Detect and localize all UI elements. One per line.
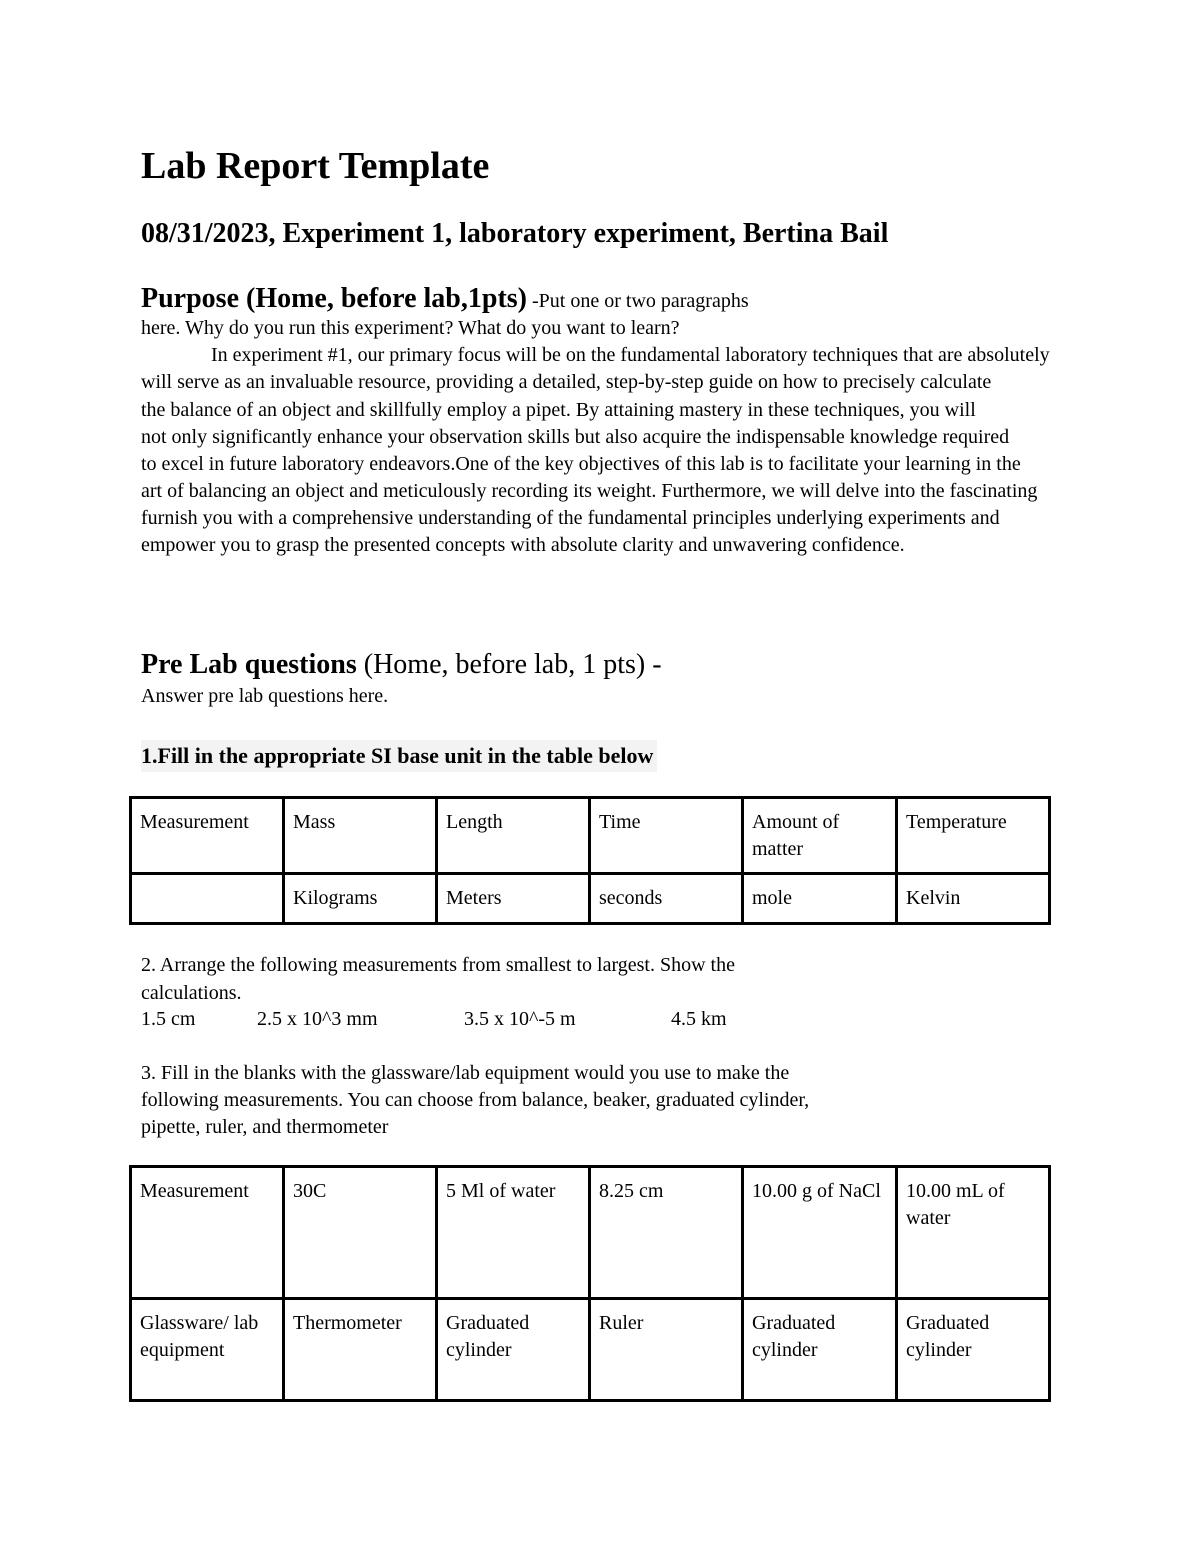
document-subtitle: 08/31/2023, Experiment 1, laboratory experiment, Bertina Bail (141, 218, 889, 249)
table-header-cell: 10.00 mL of water (897, 1167, 1050, 1299)
purpose-paragraph-line: will serve as an invaluable resource, providing a detailed, step-by-step guide on how to precisely calculate (141, 371, 992, 393)
table-header-cell: 10.00 g of NaCl (743, 1167, 897, 1299)
table-cell: Graduated cylinder (897, 1299, 1050, 1401)
purpose-instruction-line2: here. Why do you run this experiment? What do you want to learn? (141, 317, 680, 339)
measurement-item: 1.5 cm (141, 1008, 196, 1030)
table-cell: mole (743, 874, 897, 924)
table-cell: Kilograms (284, 874, 437, 924)
question3-line2: following measurements. You can choose from balance, beaker, graduated cylinder, (141, 1089, 810, 1111)
purpose-paragraph-line: not only significantly enhance your observation skills but also acquire the indispensable knowledge required (141, 426, 1010, 448)
table-header-cell: Mass (284, 798, 437, 874)
purpose-heading: Purpose (Home, before lab,1pts) (141, 283, 527, 314)
table-cell: Graduated cylinder (743, 1299, 897, 1401)
table-header-cell: 8.25 cm (590, 1167, 743, 1299)
table-row (131, 1299, 1050, 1401)
table-header-cell: 30C (284, 1167, 437, 1299)
table-cell: Glassware/ lab equipment (131, 1299, 284, 1401)
purpose-paragraph-line: furnish you with a comprehensive understanding of the fundamental principles underlying experiments and (141, 507, 1000, 529)
question1-text: 1.Fill in the appropriate SI base unit in the table below (141, 740, 657, 772)
measurement-item: 4.5 km (671, 1008, 727, 1030)
table-row (131, 874, 1050, 924)
table-header-cell: Length (437, 798, 590, 874)
question3-line1: 3. Fill in the blanks with the glassware/lab equipment would you use to make the (141, 1062, 790, 1084)
table-row (131, 1167, 1050, 1299)
question2-line1: 2. Arrange the following measurements from smallest to largest. Show the (141, 954, 735, 976)
table-cell: Thermometer (284, 1299, 437, 1401)
prelab-heading (141, 646, 662, 684)
purpose-paragraph-line: the balance of an object and skillfully employ a pipet. By attaining mastery in these techniques, you will (141, 399, 976, 421)
measurement-item: 2.5 x 10^3 mm (257, 1008, 378, 1030)
table-header-cell: Temperature (897, 798, 1050, 874)
si-units-table (129, 796, 1051, 925)
purpose-paragraph-line: to excel in future laboratory endeavors.One of the key objectives of this lab is to facilitate your learning in the (141, 453, 1021, 475)
question3-line3: pipette, ruler, and thermometer (141, 1116, 389, 1138)
prelab-heading-bold: Pre Lab questions (141, 649, 357, 680)
prelab-heading-rest: (Home, before lab, 1 pts) - (356, 649, 662, 680)
question2-line2: calculations. (141, 982, 242, 1004)
table-cell (131, 874, 284, 924)
purpose-paragraph-line: empower you to grasp the presented concepts with absolute clarity and unwavering confidence. (141, 534, 905, 556)
table-cell: Graduated cylinder (437, 1299, 590, 1401)
table-header-cell: Measurement (131, 798, 284, 874)
table-row (131, 798, 1050, 874)
prelab-instruction: Answer pre lab questions here. (141, 685, 389, 707)
purpose-dash: - (527, 290, 539, 312)
purpose-paragraph-line: In experiment #1, our primary focus will be on the fundamental laboratory techniques that are absolutely (211, 344, 1050, 366)
table-cell: Meters (437, 874, 590, 924)
equipment-table (129, 1165, 1051, 1402)
table-header-cell: 5 Ml of water (437, 1167, 590, 1299)
purpose-instruction: Put one or two paragraphs (538, 290, 749, 312)
table-header-cell: Amount of matter (743, 798, 897, 874)
document-title: Lab Report Template (141, 145, 490, 187)
table-cell: Ruler (590, 1299, 743, 1401)
table-cell: Kelvin (897, 874, 1050, 924)
table-cell: seconds (590, 874, 743, 924)
table-header-cell: Measurement (131, 1167, 284, 1299)
purpose-paragraph-line: art of balancing an object and meticulously recording its weight. Furthermore, we will delve into the fascinating (141, 480, 1038, 502)
measurement-item: 3.5 x 10^-5 m (464, 1008, 576, 1030)
table-header-cell: Time (590, 798, 743, 874)
